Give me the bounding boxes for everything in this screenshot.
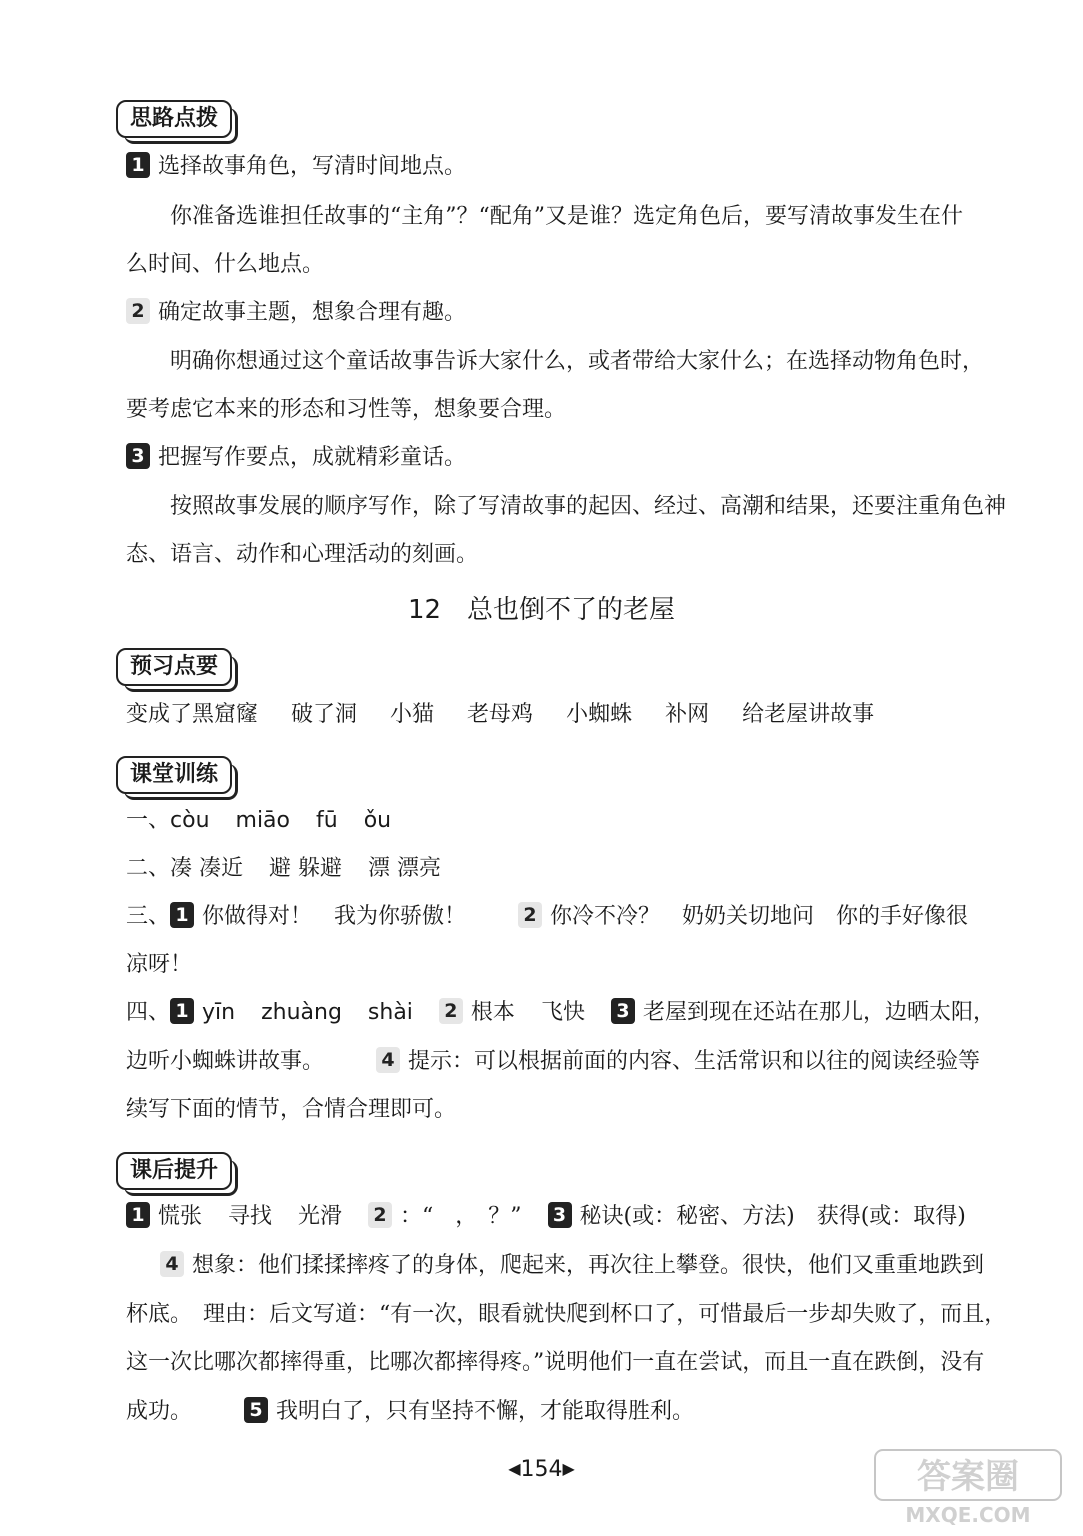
- classwork-q3-cont: 凉呀！: [126, 952, 193, 977]
- classwork-q3: 三、 1 你做得对！ 我为你骄傲！ 2 你冷不冷？ 奶奶关切地问 你的手好像很: [126, 904, 969, 929]
- right-triangle-icon: ▶: [562, 1459, 575, 1478]
- classwork-q4-cont: 边听小蜘蛛讲故事。 4 提示：可以根据前面的内容、生活常识和以往的阅读经验等: [126, 1049, 981, 1074]
- classwork-q4: 四、 1 yīn zhuàng shài 2 根本 飞快 3 老屋到现在还站在那儿，边晒太阳，: [126, 1000, 995, 1025]
- classwork-q1: 一、còu miāo fū ǒu: [126, 808, 392, 833]
- number-badge: 3: [548, 1202, 572, 1228]
- number-badge: 1: [126, 1202, 150, 1228]
- watermark-logo: [873, 1448, 1063, 1528]
- preview-words: 变成了黑窟窿 破了洞 小猫 老母鸡 小蜘蛛 补网 给老屋讲故事: [126, 702, 875, 727]
- number-badge: 3: [611, 998, 635, 1024]
- svg-text:MXQE.COM: MXQE.COM: [905, 1503, 1031, 1527]
- thinking-item-1-body-line2: 么时间、什么地点。: [126, 252, 325, 277]
- page-number: ◀154▶: [508, 1457, 575, 1482]
- number-badge: 3: [126, 443, 150, 469]
- number-badge: 2: [439, 998, 463, 1024]
- left-triangle-icon: ◀: [508, 1459, 521, 1478]
- thinking-item-2-body-line2: 要考虑它本来的形态和习性等，想象要合理。: [126, 397, 567, 422]
- after-answer-4-line1: 4 想象：他们揉揉摔疼了的身体，爬起来，再次往上攀登。很快，他们又重重地跌到: [160, 1251, 984, 1281]
- classwork-q4-cont2: 续写下面的情节，合情合理即可。: [126, 1097, 457, 1122]
- thinking-item-2-head: 2 确定故事主题，想象合理有趣。: [126, 298, 466, 328]
- thinking-item-3-body-line2: 态、语言、动作和心理活动的刻画。: [126, 542, 479, 567]
- svg-text:答案圈: 答案圈: [917, 1457, 1019, 1497]
- number-badge: 4: [160, 1251, 184, 1277]
- thinking-item-2-body-line1: 明确你想通过这个童话故事告诉大家什么，或者带给大家什么；在选择动物角色时，: [170, 349, 985, 374]
- number-badge: 1: [170, 902, 194, 928]
- after-answers-1-3: 1 慌张 寻找 光滑 2 ：“ ， ？” 3 秘诀(或：秘密、方法) 获得(或：取得): [126, 1202, 966, 1232]
- number-badge: 2: [368, 1202, 392, 1228]
- thinking-item-3-body-line1: 按照故事发展的顺序写作，除了写清故事的起因、经过、高潮和结果，还要注重角色神: [170, 494, 1007, 519]
- after-answer-4-line3: 这一次比哪次都摔得重，比哪次都摔得疼。”说明他们一直在尝试，而且一直在跌倒，没有: [126, 1350, 985, 1375]
- after-answer-4-5: 成功。 5 我明白了，只有坚持不懈，才能取得胜利。: [126, 1399, 695, 1424]
- classwork-q2: 二、凑 凑近 避 躲避 漂 漂亮: [126, 856, 442, 881]
- section-tag-thinking: 思路点拨: [116, 100, 232, 138]
- thinking-item-1-body-line1: 你准备选谁担任故事的“主角”？“配角”又是谁？选定角色后，要写清故事发生在什: [170, 204, 963, 229]
- number-badge: 5: [244, 1397, 268, 1423]
- after-answer-4-line2: 杯底。 理由：后文写道：“有一次，眼看就快爬到杯口了，可惜最后一步却失败了，而且，: [126, 1302, 1007, 1327]
- number-badge: 1: [126, 152, 150, 178]
- section-tag-classwork: 课堂训练: [116, 756, 232, 794]
- section-tag-preview: 预习点要: [116, 648, 232, 686]
- thinking-item-1-head: 1 选择故事角色，写清时间地点。: [126, 152, 466, 182]
- section-tag-after: 课后提升: [116, 1152, 232, 1190]
- number-badge: 2: [518, 902, 542, 928]
- number-badge: 1: [170, 998, 194, 1024]
- number-badge: 4: [376, 1047, 400, 1073]
- number-badge: 2: [126, 298, 150, 324]
- lesson-title: 12 总也倒不了的老屋: [407, 595, 676, 625]
- thinking-item-3-head: 3 把握写作要点，成就精彩童话。: [126, 443, 466, 473]
